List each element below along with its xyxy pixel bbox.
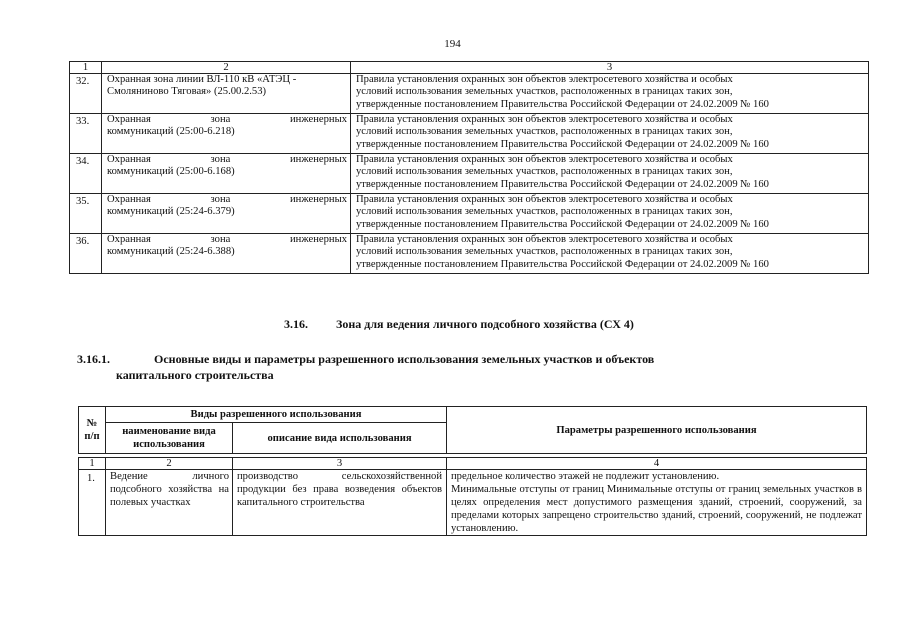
zone-name-word: инженерных [290, 114, 347, 125]
header-parameters: Параметры разрешенного использования [447, 407, 867, 454]
zone-name-word: Охранная [107, 154, 151, 165]
zone-name-line: Охранная зона линии ВЛ-110 кВ «АТЭЦ - [107, 74, 297, 85]
zone-name [102, 234, 351, 274]
regulation-line: условий использования земельных участков, расположенных в границах таких зон, [356, 86, 733, 98]
column-number: 1 [79, 458, 106, 470]
use-name: Ведение личного подсобного хозяйства на полевых участках [106, 470, 233, 536]
regulation-line: Правила установления охранных зон объектов электросетевого хозяйства и особых [356, 114, 733, 125]
header-use-name: наименование вида использования [106, 423, 233, 454]
regulation-line: Правила установления охранных зон объектов электросетевого хозяйства и особых [356, 194, 733, 205]
zone-name-line [107, 234, 347, 246]
zone-name-word: Охранная [107, 194, 151, 205]
table-header-row [79, 407, 867, 423]
zone-regulation [351, 114, 869, 154]
row-number: 1. [79, 470, 106, 536]
zone-regulation [351, 234, 869, 274]
regulation-line: утвержденные постановлением Правительства Российской Федерации от 24.02.2009 № 160 [356, 98, 769, 110]
section-heading [284, 317, 634, 332]
zone-name [102, 154, 351, 194]
zone-name-line [107, 194, 347, 206]
section-title: Зона для ведения личного подсобного хозяйства (СХ 4) [336, 317, 634, 331]
zone-name-line [107, 154, 347, 166]
regulation-line: условий использования земельных участков, расположенных в границах таких зон, [356, 206, 733, 218]
zone-name-line: Смоляниново Тяговая» (25.00.2.53) [107, 86, 267, 98]
subsection-title-line: Основные виды и параметры разрешенного использования земельных участков и объектов [154, 352, 655, 366]
header-use-kinds: Виды разрешенного использования [106, 407, 447, 423]
parameters-text: Минимальные отступы от границ Минимальные отступы от границ земельных участков в целях определения мест допустимого размещения зданий, строений, сооружений, за пределами которых запрещено строительство зданий, строений, сооружений, не подлежат установлению. [451, 484, 862, 534]
page-number: 194 [444, 38, 461, 50]
regulation-line: утвержденные постановлением Правительства Российской Федерации от 24.02.2009 № 160 [356, 218, 769, 230]
header-row-number [79, 407, 106, 454]
zone-name-line: коммуникаций (25:24-6.379) [107, 206, 235, 218]
permitted-use-table [78, 406, 867, 536]
zone-name [102, 114, 351, 154]
row-number: 35. [70, 194, 102, 234]
regulation-line: условий использования земельных участков, расположенных в границах таких зон, [356, 166, 733, 178]
zone-name-word: зона [210, 114, 231, 125]
zone-name-word: инженерных [290, 154, 347, 165]
table-row [70, 154, 869, 194]
zone-regulation [351, 194, 869, 234]
table-row [70, 194, 869, 234]
zone-name-word: зона [210, 154, 231, 165]
row-number: 32. [70, 74, 102, 114]
use-description: производство сельскохозяйственной продукции без права возведения объектов капитального строительства [233, 470, 447, 536]
zone-name-line: коммуникаций (25:24-6.388) [107, 246, 235, 258]
subsection-heading [77, 351, 837, 383]
subsection-title-line: капитального строительства [116, 368, 274, 382]
column-number: 3 [233, 458, 447, 470]
regulation-line: Правила установления охранных зон объектов электросетевого хозяйства и особых [356, 234, 733, 245]
zone-name-word: зона [210, 234, 231, 245]
regulation-line: условий использования земельных участков, расположенных в границах таких зон, [356, 126, 733, 138]
row-number: 33. [70, 114, 102, 154]
column-number: 2 [102, 62, 351, 74]
regulation-line: утвержденные постановлением Правительства Российской Федерации от 24.02.2009 № 160 [356, 258, 769, 270]
use-parameters [447, 470, 867, 536]
zone-regulation [351, 74, 869, 114]
table-header-row [70, 62, 869, 74]
zone-name-line: коммуникаций (25:00-6.218) [107, 126, 235, 138]
column-number-row [79, 458, 867, 470]
table-row [70, 114, 869, 154]
column-number: 3 [351, 62, 869, 74]
regulation-line: Правила установления охранных зон объектов электросетевого хозяйства и особых [356, 154, 733, 165]
regulation-line: утвержденные постановлением Правительства Российской Федерации от 24.02.2009 № 160 [356, 138, 769, 150]
regulation-line: утвержденные постановлением Правительства Российской Федерации от 24.02.2009 № 160 [356, 178, 769, 190]
column-number: 2 [106, 458, 233, 470]
zone-name-line: коммуникаций (25:00-6.168) [107, 166, 235, 178]
zone-name-word: инженерных [290, 194, 347, 205]
zone-name-line [107, 114, 347, 126]
column-number: 4 [447, 458, 867, 470]
regulation-line: условий использования земельных участков, расположенных в границах таких зон, [356, 246, 733, 258]
header-use-description: описание вида использования [233, 423, 447, 454]
zone-name-word: инженерных [290, 234, 347, 245]
row-number: 34. [70, 154, 102, 194]
parameters-line: предельное количество этажей не подлежит установлению. [451, 471, 720, 482]
header-text: п/п [84, 431, 100, 442]
subsection-number: 3.16.1. [77, 352, 110, 366]
section-number: 3.16. [284, 317, 308, 331]
zone-name-word: Охранная [107, 234, 151, 245]
zone-regulation [351, 154, 869, 194]
zone-name [102, 74, 351, 114]
table-row [70, 234, 869, 274]
zone-name-word: зона [210, 194, 231, 205]
zone-name [102, 194, 351, 234]
header-text: № [86, 418, 98, 429]
table-row [79, 470, 867, 536]
table-row [70, 74, 869, 114]
row-number: 36. [70, 234, 102, 274]
protection-zones-table [69, 61, 869, 274]
zone-name-word: Охранная [107, 114, 151, 125]
regulation-line: Правила установления охранных зон объектов электросетевого хозяйства и особых [356, 74, 733, 85]
column-number: 1 [70, 62, 102, 74]
